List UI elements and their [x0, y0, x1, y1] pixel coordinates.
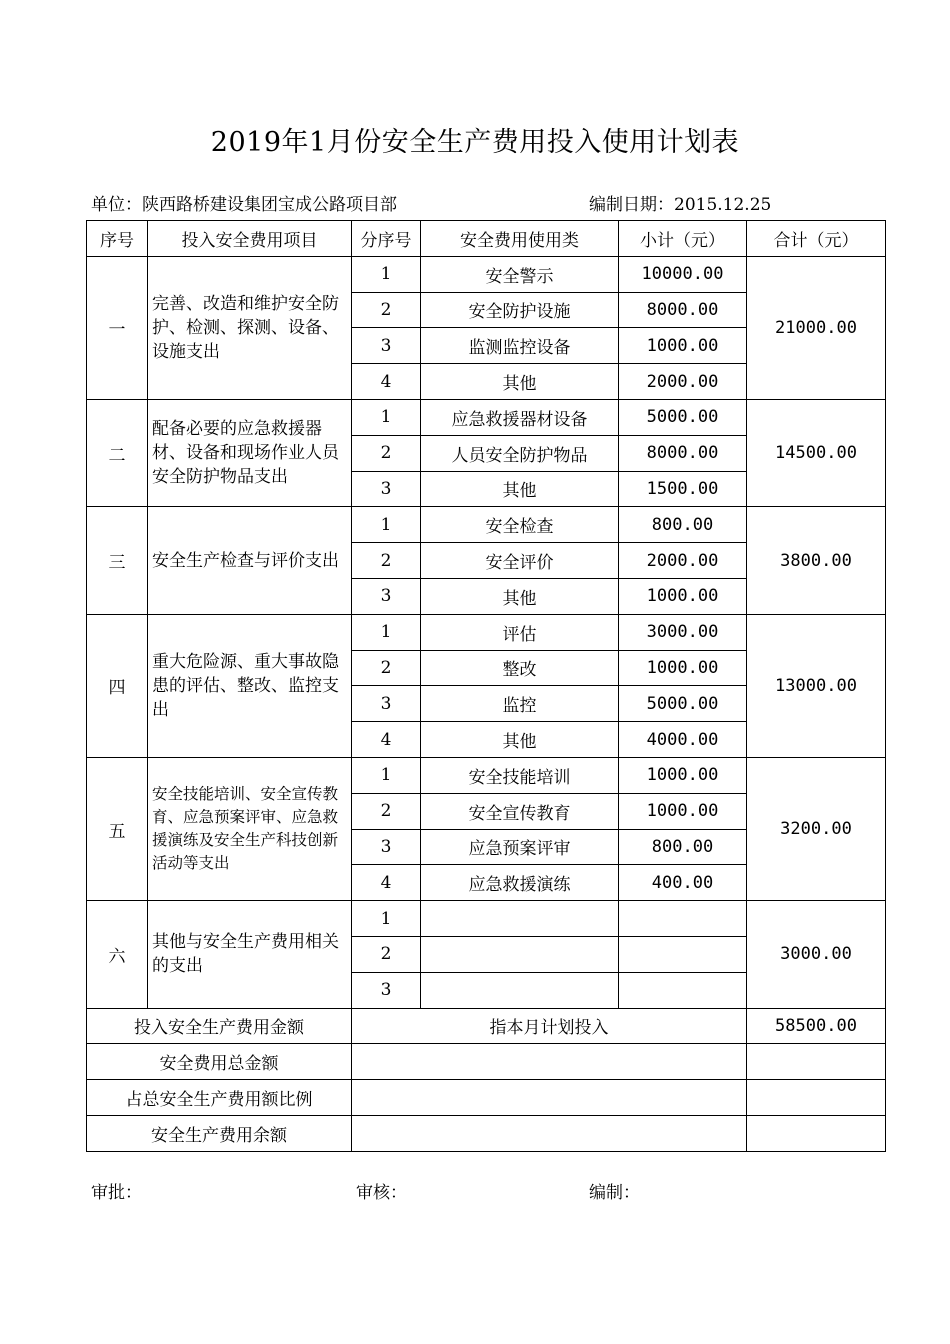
review-label: 审核： — [356, 1183, 407, 1203]
sub-number: 1 — [352, 256, 421, 292]
subtotal-cell: 2000.00 — [619, 543, 747, 579]
sub-number: 3 — [352, 328, 421, 364]
sub-number: 2 — [352, 435, 421, 471]
subtotal-cell: 1000.00 — [619, 650, 747, 686]
subtotal-cell: 1000.00 — [619, 328, 747, 364]
category-cell: 应急救援器材设备 — [421, 399, 619, 435]
subtotal-cell: 1000.00 — [619, 793, 747, 829]
header-cell-no: 序号 — [87, 221, 148, 257]
category-cell: 安全评价 — [421, 543, 619, 579]
category-cell: 应急救援演练 — [421, 865, 619, 901]
table-row — [87, 256, 886, 292]
sub-number: 1 — [352, 399, 421, 435]
blank-cell — [747, 1044, 886, 1080]
plan-table — [86, 220, 886, 1152]
sub-number: 3 — [352, 578, 421, 614]
category-cell: 安全技能培训 — [421, 757, 619, 793]
group-item: 安全生产检查与评价支出 — [148, 507, 352, 614]
group-total: 13000.00 — [747, 614, 886, 757]
date-label: 编制日期：2015.12.25 — [589, 195, 772, 215]
header-cell-total: 合计（元） — [747, 221, 886, 257]
sub-number: 2 — [352, 650, 421, 686]
sub-number: 3 — [352, 972, 421, 1008]
category-cell: 人员安全防护物品 — [421, 435, 619, 471]
group-item: 其他与安全生产费用相关的支出 — [148, 901, 352, 1008]
header-cell-subtotal: 小计（元） — [619, 221, 747, 257]
category-cell: 安全防护设施 — [421, 292, 619, 328]
subtotal-cell: 4000.00 — [619, 722, 747, 758]
table-row — [87, 757, 886, 793]
blank-cell — [747, 1080, 886, 1116]
subtotal-cell — [619, 936, 747, 972]
group-number: 六 — [87, 901, 148, 1008]
sub-number: 1 — [352, 507, 421, 543]
subtotal-cell: 8000.00 — [619, 292, 747, 328]
group-item: 安全技能培训、安全宣传教育、应急预案评审、应急救援演练及安全生产科技创新活动等支出 — [148, 757, 352, 900]
group-total: 3000.00 — [747, 901, 886, 1008]
subtotal-cell: 5000.00 — [619, 399, 747, 435]
group-number: 四 — [87, 614, 148, 757]
group-number: 二 — [87, 399, 148, 506]
summary-row-ratio — [87, 1080, 886, 1116]
sub-number: 4 — [352, 364, 421, 400]
group-number: 五 — [87, 757, 148, 900]
category-cell: 安全警示 — [421, 256, 619, 292]
header-cell-sub: 分序号 — [352, 221, 421, 257]
approve-label: 审批： — [91, 1183, 142, 1203]
subtotal-cell: 800.00 — [619, 829, 747, 865]
sub-number: 1 — [352, 614, 421, 650]
sub-number: 4 — [352, 865, 421, 901]
category-cell: 其他 — [421, 364, 619, 400]
category-cell: 其他 — [421, 578, 619, 614]
sub-number: 3 — [352, 686, 421, 722]
category-cell: 整改 — [421, 650, 619, 686]
table-header-row — [87, 221, 886, 257]
group-number: 一 — [87, 256, 148, 399]
category-cell: 安全宣传教育 — [421, 793, 619, 829]
group-item: 重大危险源、重大事故隐患的评估、整改、监控支出 — [148, 614, 352, 757]
sub-number: 3 — [352, 829, 421, 865]
blank-cell — [747, 1115, 886, 1151]
header-cell-item: 投入安全费用项目 — [148, 221, 352, 257]
unit-label: 单位：陕西路桥建设集团宝成公路项目部 — [91, 195, 397, 215]
group-total: 3200.00 — [747, 757, 886, 900]
category-cell: 其他 — [421, 471, 619, 507]
group-item: 完善、改造和维护安全防护、检测、探测、设备、设施支出 — [148, 256, 352, 399]
category-cell — [421, 936, 619, 972]
page-title: 2019年1月份安全生产费用投入使用计划表 — [210, 127, 740, 158]
invest-label: 投入安全生产费用金额 — [87, 1008, 352, 1044]
sub-number: 2 — [352, 292, 421, 328]
blank-cell — [352, 1080, 747, 1116]
blank-cell — [352, 1115, 747, 1151]
sub-number: 1 — [352, 757, 421, 793]
group-item: 配备必要的应急救援器材、设备和现场作业人员安全防护物品支出 — [148, 399, 352, 506]
summary-row-balance — [87, 1115, 886, 1151]
subtotal-cell: 400.00 — [619, 865, 747, 901]
subtotal-cell: 8000.00 — [619, 435, 747, 471]
category-cell — [421, 972, 619, 1008]
subtotal-cell: 2000.00 — [619, 364, 747, 400]
category-cell: 其他 — [421, 722, 619, 758]
group-total: 3800.00 — [747, 507, 886, 614]
sub-number: 2 — [352, 793, 421, 829]
summary-row-total — [87, 1044, 886, 1080]
subtotal-cell: 1500.00 — [619, 471, 747, 507]
compile-label: 编制： — [589, 1183, 640, 1203]
subtotal-cell: 10000.00 — [619, 256, 747, 292]
summary-row-invest — [87, 1008, 886, 1044]
table-row — [87, 399, 886, 435]
group-number: 三 — [87, 507, 148, 614]
category-cell: 监测监控设备 — [421, 328, 619, 364]
plan-table-body — [87, 221, 886, 1152]
table-row — [87, 507, 886, 543]
subtotal-cell: 1000.00 — [619, 757, 747, 793]
total-label: 安全费用总金额 — [87, 1044, 352, 1080]
category-cell: 监控 — [421, 686, 619, 722]
table-row — [87, 614, 886, 650]
sub-number: 4 — [352, 722, 421, 758]
header-cell-category: 安全费用使用类 — [421, 221, 619, 257]
balance-label: 安全生产费用余额 — [87, 1115, 352, 1151]
invest-total: 58500.00 — [747, 1008, 886, 1044]
subtotal-cell — [619, 901, 747, 937]
invest-note: 指本月计划投入 — [352, 1008, 747, 1044]
group-total: 21000.00 — [747, 256, 886, 399]
sub-number: 2 — [352, 936, 421, 972]
sub-number: 2 — [352, 543, 421, 579]
blank-cell — [352, 1044, 747, 1080]
category-cell: 应急预案评审 — [421, 829, 619, 865]
category-cell: 评估 — [421, 614, 619, 650]
subtotal-cell: 5000.00 — [619, 686, 747, 722]
subtotal-cell — [619, 972, 747, 1008]
category-cell — [421, 901, 619, 937]
subtotal-cell: 3000.00 — [619, 614, 747, 650]
sub-number: 3 — [352, 471, 421, 507]
subtotal-cell: 1000.00 — [619, 578, 747, 614]
category-cell: 安全检查 — [421, 507, 619, 543]
subtotal-cell: 800.00 — [619, 507, 747, 543]
table-row — [87, 901, 886, 937]
group-total: 14500.00 — [747, 399, 886, 506]
ratio-label: 占总安全生产费用额比例 — [87, 1080, 352, 1116]
sub-number: 1 — [352, 901, 421, 937]
